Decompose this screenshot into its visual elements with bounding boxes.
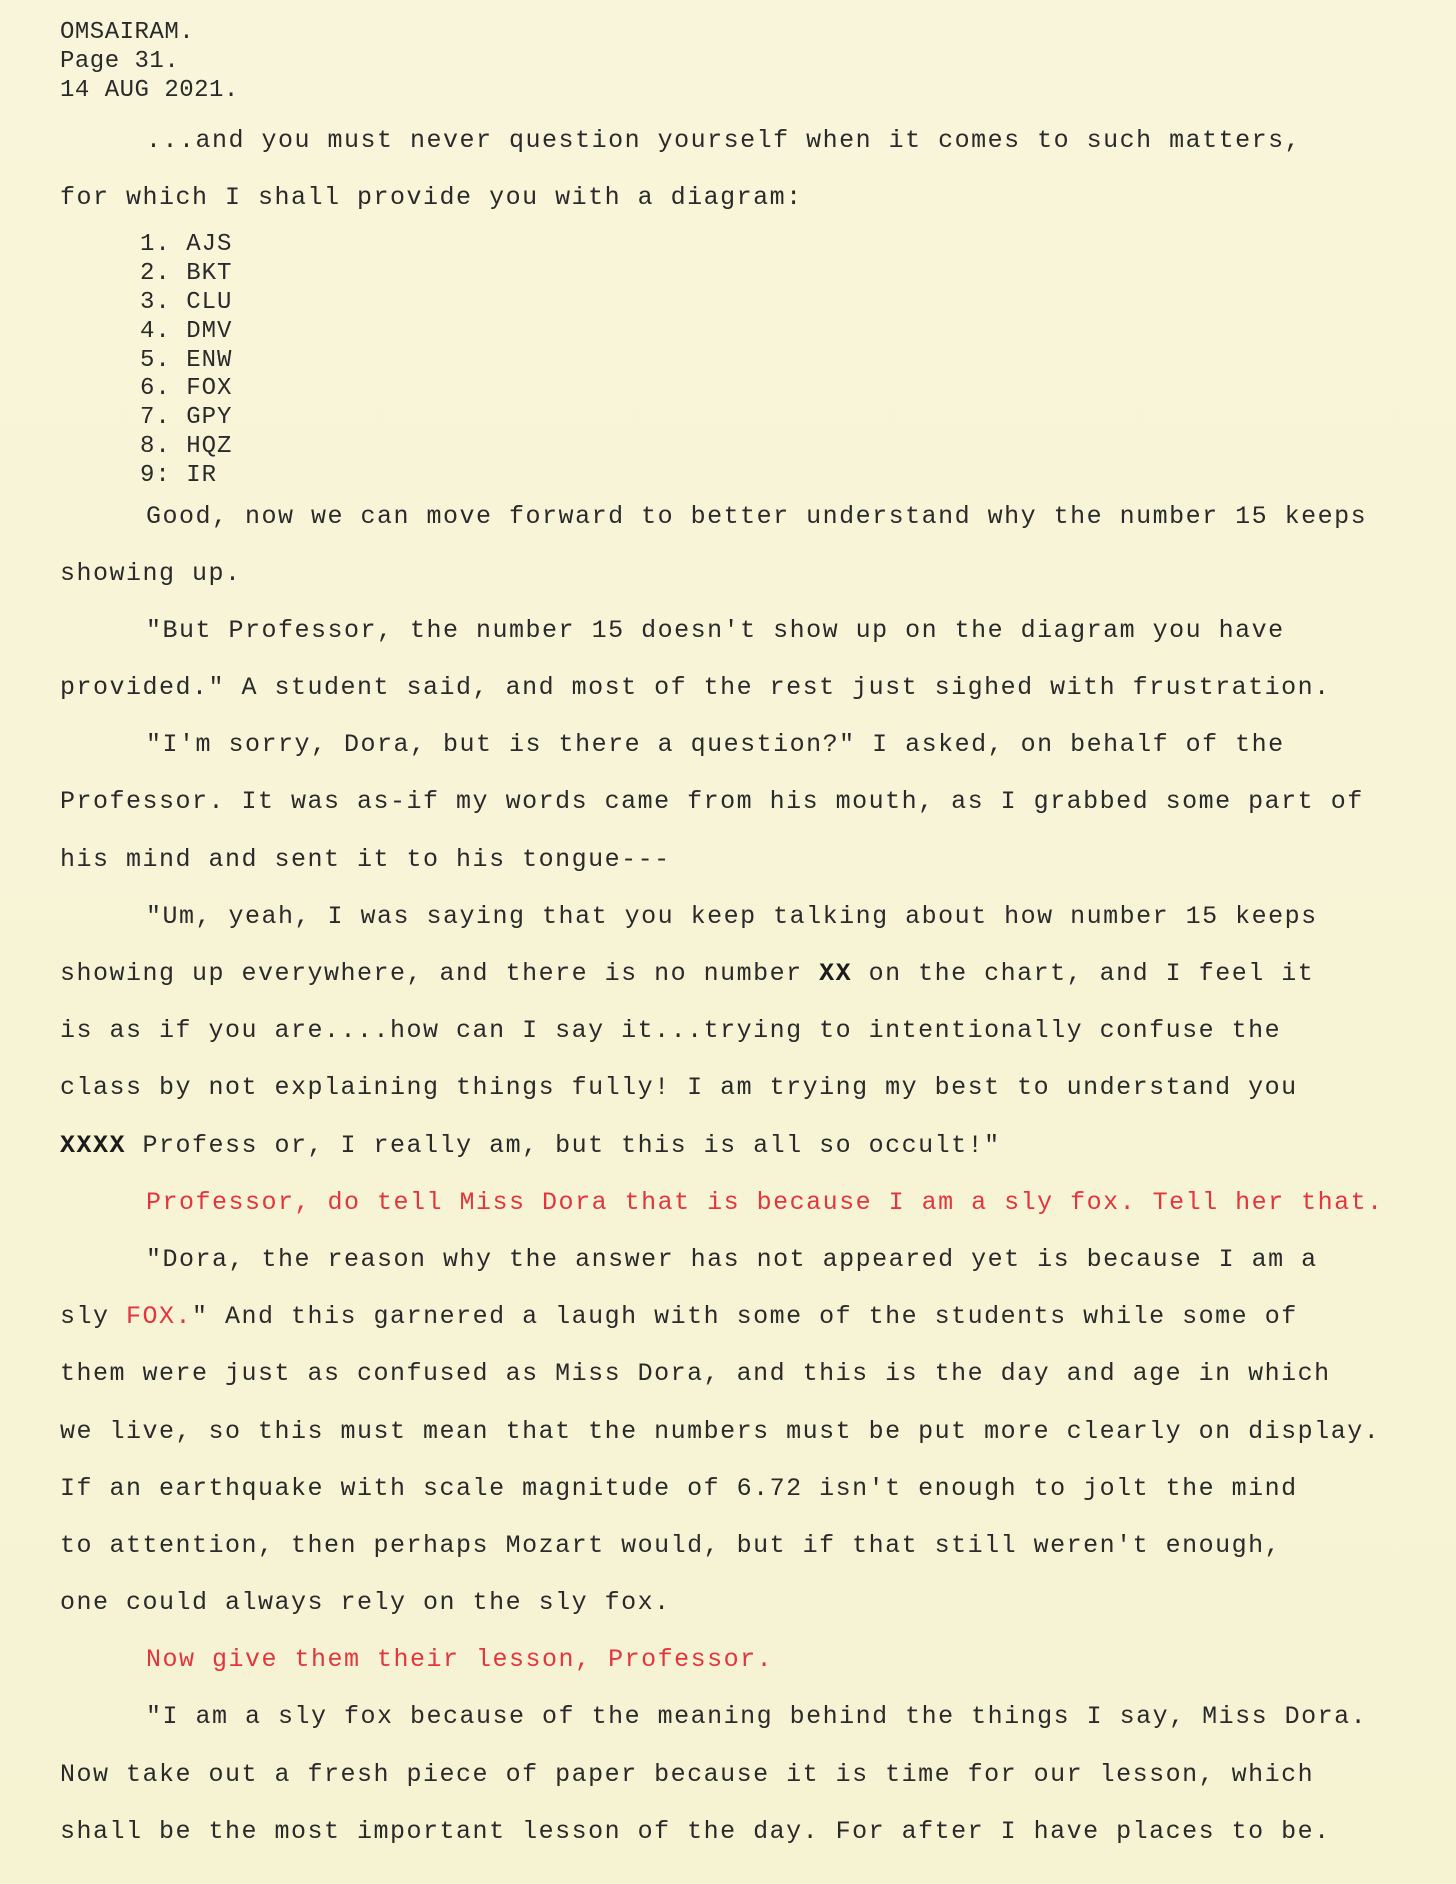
diagram-item: 9: IR <box>140 461 218 489</box>
text-line <box>60 1128 1420 1185</box>
body-text <box>60 123 1420 1871</box>
struck-out-text: XXXX <box>60 1130 127 1160</box>
diagram-list <box>60 231 1420 490</box>
diagram-item: 3. CLU <box>140 288 233 316</box>
text-line: "But Professor, the number 15 doesn't show up on the diagram you have <box>146 615 1285 645</box>
text-line: Good, now we can move forward to better understand why the number 15 keeps <box>146 501 1368 531</box>
text-line: for which I shall provide you with a diagram: <box>60 183 803 213</box>
text-segment: showing up everywhere, and there is no number <box>60 959 820 989</box>
page-header <box>60 18 239 105</box>
text-line: one could always rely on the sly fox. <box>60 1588 671 1618</box>
text-line: "Um, yeah, I was saying that you keep talking about how number 15 keeps <box>146 901 1318 931</box>
text-line: "I am a sly fox because of the meaning behind the things I say, Miss Dora. <box>146 1702 1368 1732</box>
diagram-item: 7. GPY <box>140 404 233 432</box>
text-line: Professor. It was as-if my words came from his mouth, as I grabbed some part of <box>60 787 1364 817</box>
red-text-line: Now give them their lesson, Professor. <box>146 1645 774 1675</box>
diagram-item: 4. DMV <box>140 317 233 345</box>
text-line: provided." A student said, and most of the rest just sighed with frustration. <box>60 673 1331 703</box>
text-line: If an earthquake with scale magnitude of 6.72 isn't enough to jolt the mind <box>60 1473 1298 1503</box>
text-segment: Profess or, I really am, but this is all so occult!" <box>126 1130 1001 1160</box>
text-line: shall be the most important lesson of the day. For after I have places to be. <box>60 1816 1331 1846</box>
text-line <box>60 1299 1420 1356</box>
text-segment: " And this garnered a laugh with some of the students while some of <box>192 1302 1298 1332</box>
text-line <box>60 956 1420 1013</box>
text-segment: on the chart, and I feel it <box>852 959 1315 989</box>
text-line: "Dora, the reason why the answer has not appeared yet is because I am a <box>146 1244 1318 1274</box>
diagram-item: 1. AJS <box>140 231 233 259</box>
red-text-line: Professor, do tell Miss Dora that is because I am a sly fox. Tell her that. <box>146 1187 1384 1217</box>
diagram-item: 2. BKT <box>140 260 233 288</box>
text-line: "I'm sorry, Dora, but is there a question?" I asked, on behalf of the <box>146 730 1285 760</box>
diagram-item: 6. FOX <box>140 375 233 403</box>
text-line: his mind and sent it to his tongue--- <box>60 844 671 874</box>
text-line: we live, so this must mean that the numbers must be put more clearly on display. <box>60 1416 1381 1446</box>
text-line: ...and you must never question yourself when it comes to such matters, <box>146 126 1302 155</box>
text-line: them were just as confused as Miss Dora, and this is the day and age in which <box>60 1359 1331 1389</box>
header-page-number: Page 31. <box>60 48 180 75</box>
diagram-item: 5. ENW <box>140 346 233 374</box>
text-line: Now take out a fresh piece of paper because it is time for our lesson, which <box>60 1759 1315 1789</box>
diagram-item: 8. HQZ <box>140 432 233 460</box>
header-title: OMSAIRAM. <box>60 19 195 46</box>
red-text-segment: FOX. <box>126 1302 193 1332</box>
header-date: 14 AUG 2021. <box>60 77 239 104</box>
text-line: to attention, then perhaps Mozart would, but if that still weren't enough, <box>60 1530 1282 1560</box>
text-line: is as if you are....how can I say it...trying to intentionally confuse the <box>60 1016 1282 1046</box>
struck-out-text: XX <box>819 959 853 989</box>
text-segment: sly <box>60 1302 127 1332</box>
text-line: class by not explaining things fully! I am trying my best to understand you <box>60 1073 1298 1103</box>
text-line: showing up. <box>60 558 242 588</box>
